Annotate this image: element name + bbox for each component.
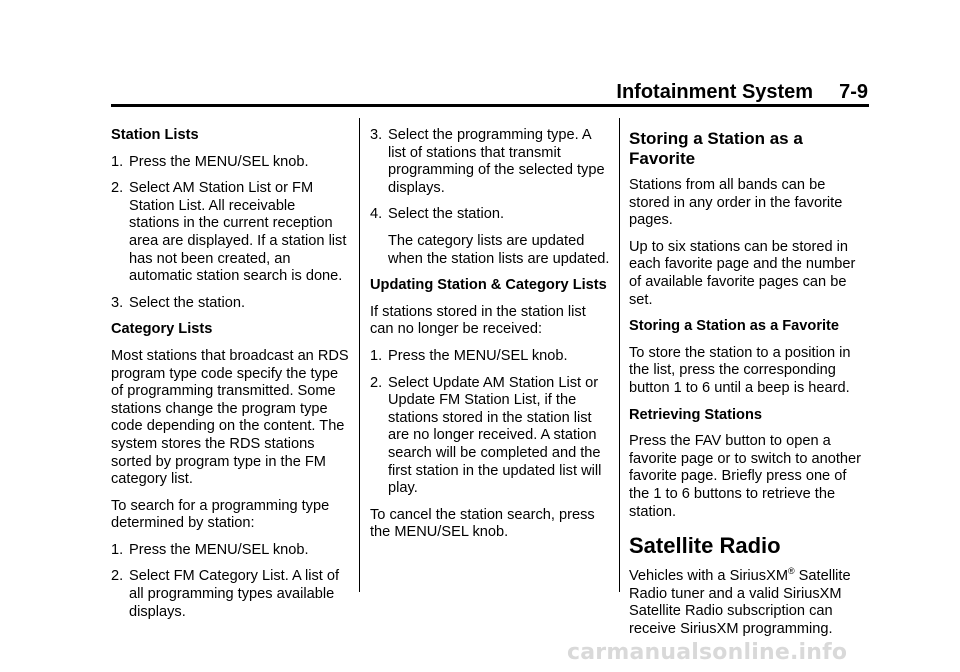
heading-satellite-radio: Satellite Radio xyxy=(629,533,781,559)
header-title xyxy=(560,80,868,104)
paragraph: Most stations that broadcast an RDS program type code specify the type of programming transmitted. Some stations change the program type code depending on the content. The system stores the RDS stations sorted by program type in the FM category list. xyxy=(111,347,349,488)
paragraph: If stations stored in the station list can no longer be received: xyxy=(370,303,586,338)
paragraph: Press the FAV button to open a favorite page or to switch to another favorite page. Briefly press one of the 1 to 6 buttons to retrieve the station. xyxy=(629,433,862,520)
paragraph: To store the station to a position in the list, press the corresponding button 1 to 6 until a beep is heard. xyxy=(629,344,851,396)
list-item: 1. Press the MENU/SEL knob. xyxy=(111,541,309,558)
paragraph-satellite: Vehicles with a SiriusXM® Satellite Radio tuner and a valid SiriusXM Satellite Radio subscription can receive SiriusXM programming. xyxy=(629,566,851,637)
list-item: 2. Select Update AM Station List or Update FM Station List, if the stations stored in the station list are no longer received. A station search will be completed and the first station in the updated list will play. xyxy=(370,374,602,497)
list-item: 3. Select the station. xyxy=(111,294,246,311)
heading-storing-favorite: Storing a Station as a Favorite xyxy=(629,129,803,168)
registered-mark: ® xyxy=(787,566,795,577)
step-note: The category lists are updated when the station lists are updated. xyxy=(388,232,610,267)
subheading-updating: Updating Station & Category Lists xyxy=(370,277,607,294)
column-divider-1 xyxy=(359,118,360,592)
subheading-category-lists: Category Lists xyxy=(111,321,213,338)
list-item: 4. Select the station. xyxy=(370,206,505,223)
column-divider-2 xyxy=(619,118,620,592)
subheading-station-lists: Station Lists xyxy=(111,127,199,143)
column-1 xyxy=(111,127,349,630)
header-rule xyxy=(111,104,869,107)
page-number: 7-9 xyxy=(839,81,868,103)
list-item: 1. Press the MENU/SEL knob. xyxy=(111,153,309,170)
column-2 xyxy=(370,127,610,551)
paragraph: Up to six stations can be stored in each favorite page and the number of available favorite pages can be set. xyxy=(629,238,856,308)
paragraph: Stations from all bands can be stored in any order in the favorite pages. xyxy=(629,177,843,229)
list-item: 3. Select the programming type. A list of stations that transmit programming of the selected type displays. xyxy=(370,127,605,196)
subheading-storing-favorite: Storing a Station as a Favorite xyxy=(629,318,840,335)
list-item: 2. Select FM Category List. A list of all programming types available displays. xyxy=(111,568,340,620)
paragraph: To cancel the station search, press the MENU/SEL knob. xyxy=(370,506,595,541)
column-3 xyxy=(629,127,869,647)
section-title: Infotainment System xyxy=(616,81,814,103)
watermark: carmanualsonline.info xyxy=(567,640,848,665)
subheading-retrieving: Retrieving Stations xyxy=(629,406,762,423)
paragraph: To search for a programming type determined by station: xyxy=(111,497,330,532)
list-item: 2. Select AM Station List or FM Station List. All receivable stations in the current reception area are displayed. If a station list has not been created, an automatic station search is done. xyxy=(111,180,347,285)
list-item: 1. Press the MENU/SEL knob. xyxy=(370,347,568,364)
